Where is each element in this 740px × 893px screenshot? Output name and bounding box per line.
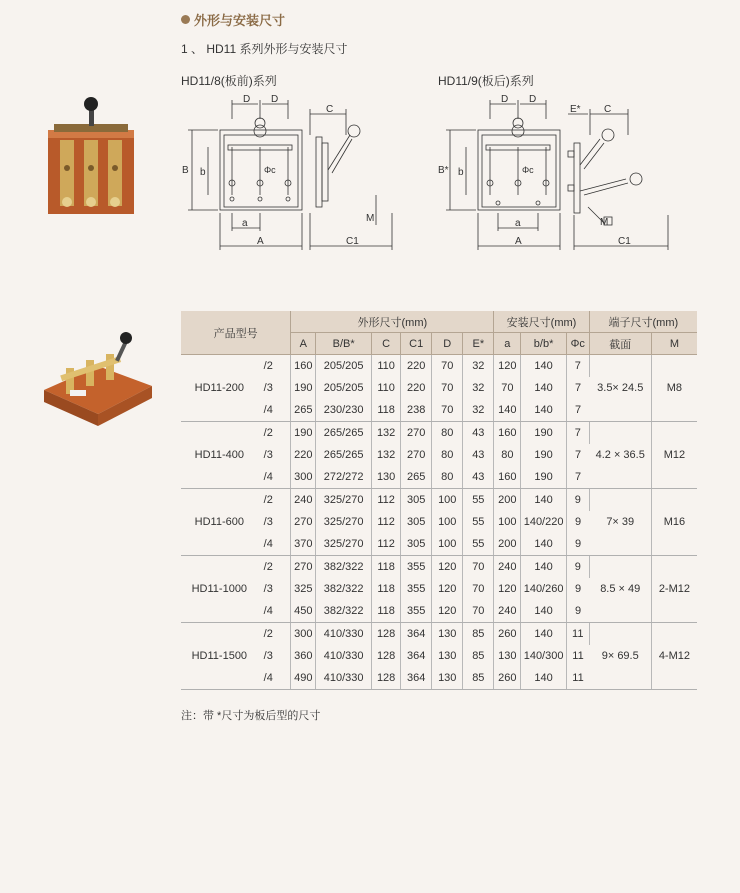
cell-B: 410/330 (316, 645, 372, 667)
pole-cell: /3 (258, 511, 291, 533)
cell-B: 272/272 (316, 466, 372, 489)
cell-phi: 7 (574, 382, 582, 394)
cell-D: 70 (432, 377, 463, 399)
cell-D: 70 (432, 399, 463, 422)
cell-b: 140 (521, 355, 567, 378)
cell-b: 140/260 (521, 578, 567, 600)
cell-C: 128 (372, 623, 401, 646)
cell-A: 265 (291, 399, 316, 422)
pole-cell: /2 (258, 489, 291, 512)
section-cell: 9× 69.5 (589, 623, 651, 690)
model-cell: HD11-1500 (181, 623, 258, 690)
header-B: B/B* (316, 333, 372, 355)
pole-cell: /2 (258, 556, 291, 579)
cell-A: 240 (291, 489, 316, 512)
cell-A: 160 (291, 355, 316, 378)
pole-cell: /4 (258, 667, 291, 690)
series-back-label: HD11/9(板后)系列 (438, 74, 534, 88)
model-cell: HD11-1000 (181, 556, 258, 623)
dim-M-label-2: M (600, 217, 609, 228)
header-E: E* (463, 333, 494, 355)
dim-A-label-2: A (515, 236, 522, 247)
cell-C: 128 (372, 667, 401, 690)
cell-E: 43 (463, 422, 494, 445)
section-cell: 7× 39 (589, 489, 651, 556)
cell-phi: 9 (566, 533, 589, 556)
table-row (181, 623, 697, 646)
header-C1: C1 (401, 333, 432, 355)
cell-B: 325/270 (316, 511, 372, 533)
cell-phi: 7 (566, 399, 589, 422)
cell-C: 118 (372, 600, 401, 623)
dim-a-label: a (242, 218, 248, 229)
cell-E: 55 (463, 489, 494, 512)
cell-A: 190 (291, 377, 316, 399)
cell-E: 43 (463, 444, 494, 466)
cell-A: 360 (291, 645, 316, 667)
header-b: b/b* (521, 333, 567, 355)
footnote: 注：带 *尺寸为板后型的尺寸 (181, 710, 321, 722)
model-cell: HD11-200 (181, 355, 258, 422)
header-model: 产品型号 (181, 311, 291, 355)
cell-C1: 364 (401, 623, 432, 646)
header-install-dimensions: 安装尺寸(mm) (494, 311, 589, 333)
cell-A: 325 (291, 578, 316, 600)
cell-phi: 9 (566, 556, 589, 579)
spec-table (181, 311, 697, 690)
cell-C: 110 (372, 355, 401, 378)
cell-b: 140/220 (521, 511, 567, 533)
model-cell: HD11-400 (181, 422, 258, 489)
cell-C1: 305 (401, 489, 432, 512)
dim-B-label: B (182, 165, 189, 176)
thread-cell: M16 (651, 489, 697, 556)
header-terminal-dimensions: 端子尺寸(mm) (589, 311, 697, 333)
cell-C1: 355 (401, 556, 432, 579)
cell-a: 70 (494, 377, 521, 399)
cell-b: 190 (521, 466, 567, 489)
cell-phi: 9 (566, 600, 589, 623)
section-title-text: 外形与安装尺寸 (194, 13, 286, 28)
cell-D: 130 (432, 667, 463, 690)
pole-cell: /4 (258, 399, 291, 422)
cell-C1: 220 (401, 355, 432, 378)
thread-cell: M12 (651, 422, 697, 489)
header-a: a (494, 333, 521, 355)
cell-B: 265/265 (316, 444, 372, 466)
cell-C1: 364 (401, 645, 432, 667)
section-title (181, 10, 285, 29)
pole-cell: /2 (258, 422, 291, 445)
cell-C: 110 (372, 377, 401, 399)
cell-A: 300 (291, 623, 316, 646)
cell-a: 160 (494, 466, 521, 489)
cell-B: 265/265 (316, 422, 372, 445)
cell-D: 120 (432, 556, 463, 579)
switch-photo-front (44, 96, 139, 218)
cell-E: 32 (463, 399, 494, 422)
pole-cell: /4 (258, 533, 291, 556)
cell-E: 55 (463, 511, 494, 533)
cell-C1: 238 (401, 399, 432, 422)
bullet-icon (181, 15, 190, 24)
cell-C: 132 (372, 444, 401, 466)
cell-b: 140/300 (521, 645, 567, 667)
pole-cell: /4 (258, 600, 291, 623)
cell-phi: 7 (566, 355, 589, 378)
cell-C1: 355 (401, 578, 432, 600)
cell-E: 32 (463, 355, 494, 378)
cell-A: 270 (291, 511, 316, 533)
cell-phi: 7 (566, 466, 589, 489)
cell-C1: 305 (401, 533, 432, 556)
cell-A: 370 (291, 533, 316, 556)
dim-C-label-2: C (604, 104, 612, 115)
dim-D-label-1: D (243, 95, 251, 105)
cell-D: 70 (432, 355, 463, 378)
header-M: M (651, 333, 697, 355)
subtitle: 1 、 HD11 系列外形与安装尺寸 (181, 42, 348, 56)
cell-B: 205/205 (316, 355, 372, 378)
cell-D: 80 (432, 466, 463, 489)
section-cell: 4.2 × 36.5 (589, 422, 651, 489)
dim-C1-label: C1 (346, 236, 359, 247)
thread-cell: 4-M12 (651, 623, 697, 690)
cell-E: 32 (463, 377, 494, 399)
header-section: 截面 (589, 333, 651, 355)
cell-D: 130 (432, 645, 463, 667)
cell-C: 118 (372, 578, 401, 600)
cell-C: 130 (372, 466, 401, 489)
cell-B: 410/330 (316, 623, 372, 646)
cell-phi: 7 (566, 422, 589, 445)
cell-a: 200 (494, 533, 521, 556)
table-header-row-1 (181, 311, 697, 333)
cell-b: 140 (521, 556, 567, 579)
cell-E: 70 (463, 600, 494, 623)
dim-M-label: M (366, 213, 375, 224)
switch-photo-back (40, 330, 155, 430)
header-C: C (372, 333, 401, 355)
cell-A: 300 (291, 466, 316, 489)
cell-B: 382/322 (316, 600, 372, 623)
header-D: D (432, 333, 463, 355)
cell-b: 190 (521, 422, 567, 445)
dim-D-label-2: D (271, 95, 279, 105)
table-row (181, 422, 697, 445)
cell-D: 100 (432, 489, 463, 512)
cell-phi: 11 (566, 623, 589, 646)
dim-C1-label-2: C1 (618, 236, 631, 247)
cell-a: 130 (494, 645, 521, 667)
cell-A: 450 (291, 600, 316, 623)
dim-D-label-3: D (501, 95, 509, 105)
cell-C: 118 (372, 556, 401, 579)
cell-D: 80 (432, 444, 463, 466)
drawing-back (438, 95, 678, 255)
table-row (181, 556, 697, 579)
cell-D: 130 (432, 623, 463, 646)
cell-b: 140 (521, 623, 567, 646)
dim-C-label: C (326, 104, 334, 115)
cell-a: 260 (494, 667, 521, 690)
cell-b: 140 (521, 533, 567, 556)
model-cell: HD11-600 (181, 489, 258, 556)
cell-D: 80 (432, 422, 463, 445)
cell-a: 100 (494, 511, 521, 533)
section-cell: 3.5× 24.5 (589, 355, 651, 422)
thread-cell: 2-M12 (651, 556, 697, 623)
cell-phi: 11 (572, 650, 584, 662)
pole-cell: /3 (258, 377, 291, 399)
pole-cell: /3 (258, 444, 291, 466)
cell-E: 85 (463, 645, 494, 667)
cell-C1: 270 (401, 422, 432, 445)
cell-a: 260 (494, 623, 521, 646)
cell-a: 80 (494, 444, 521, 466)
cell-phi: 9 (574, 516, 582, 528)
cell-B: 205/205 (316, 377, 372, 399)
thread-cell: M8 (651, 355, 697, 422)
dim-phi-c-label-2: Φc (522, 165, 534, 175)
cell-B: 410/330 (316, 667, 372, 690)
cell-b: 140 (521, 399, 567, 422)
cell-a: 140 (494, 399, 521, 422)
dim-E-star-label: E* (570, 104, 581, 115)
pole-cell: /2 (258, 355, 291, 378)
cell-b: 140 (521, 600, 567, 623)
cell-C: 118 (372, 399, 401, 422)
cell-E: 43 (463, 466, 494, 489)
cell-b: 140 (521, 489, 567, 512)
cell-A: 270 (291, 556, 316, 579)
cell-a: 120 (494, 355, 521, 378)
cell-phi: 9 (574, 583, 582, 595)
cell-E: 70 (463, 556, 494, 579)
cell-A: 490 (291, 667, 316, 690)
cell-B: 325/270 (316, 489, 372, 512)
cell-C: 112 (372, 533, 401, 556)
header-phi-c: Φc (566, 333, 589, 355)
table-row (181, 355, 697, 378)
cell-phi: 9 (566, 489, 589, 512)
cell-b: 190 (521, 444, 567, 466)
cell-B: 325/270 (316, 533, 372, 556)
cell-E: 70 (463, 578, 494, 600)
cell-a: 240 (494, 556, 521, 579)
dim-D-label-4: D (529, 95, 537, 105)
cell-C: 128 (372, 645, 401, 667)
cell-B: 230/230 (316, 399, 372, 422)
cell-C: 132 (372, 422, 401, 445)
cell-A: 220 (291, 444, 316, 466)
pole-cell: /4 (258, 466, 291, 489)
cell-D: 120 (432, 578, 463, 600)
pole-cell: /3 (258, 578, 291, 600)
cell-phi: 7 (574, 449, 582, 461)
dim-b-label-2: b (458, 167, 464, 178)
cell-E: 85 (463, 667, 494, 690)
table-row (181, 489, 697, 512)
section-cell: 8.5 × 49 (589, 556, 651, 623)
pole-cell: /2 (258, 623, 291, 646)
cell-C1: 355 (401, 600, 432, 623)
cell-C1: 364 (401, 667, 432, 690)
cell-C1: 270 (401, 444, 432, 466)
cell-D: 100 (432, 511, 463, 533)
cell-D: 120 (432, 600, 463, 623)
cell-a: 120 (494, 578, 521, 600)
drawing-front (180, 95, 400, 255)
cell-a: 160 (494, 422, 521, 445)
cell-a: 240 (494, 600, 521, 623)
cell-C: 112 (372, 511, 401, 533)
dim-A-label: A (257, 236, 264, 247)
cell-phi: 11 (566, 667, 589, 690)
header-A: A (291, 333, 316, 355)
dim-b-label: b (200, 167, 206, 178)
dim-a-label-2: a (515, 218, 521, 229)
cell-C1: 305 (401, 511, 432, 533)
cell-D: 100 (432, 533, 463, 556)
cell-b: 140 (521, 377, 567, 399)
cell-C: 112 (372, 489, 401, 512)
series-front-label: HD11/8(板前)系列 (181, 74, 277, 88)
cell-A: 190 (291, 422, 316, 445)
cell-E: 85 (463, 623, 494, 646)
cell-C1: 220 (401, 377, 432, 399)
cell-C1: 265 (401, 466, 432, 489)
cell-B: 382/322 (316, 556, 372, 579)
dim-phi-c-label: Φc (264, 165, 276, 175)
table-body (181, 355, 697, 690)
cell-a: 200 (494, 489, 521, 512)
pole-cell: /3 (258, 645, 291, 667)
cell-B: 382/322 (316, 578, 372, 600)
dim-B-star-label: B* (438, 165, 449, 176)
cell-b: 140 (521, 667, 567, 690)
header-outer-dimensions: 外形尺寸(mm) (291, 311, 494, 333)
cell-E: 55 (463, 533, 494, 556)
